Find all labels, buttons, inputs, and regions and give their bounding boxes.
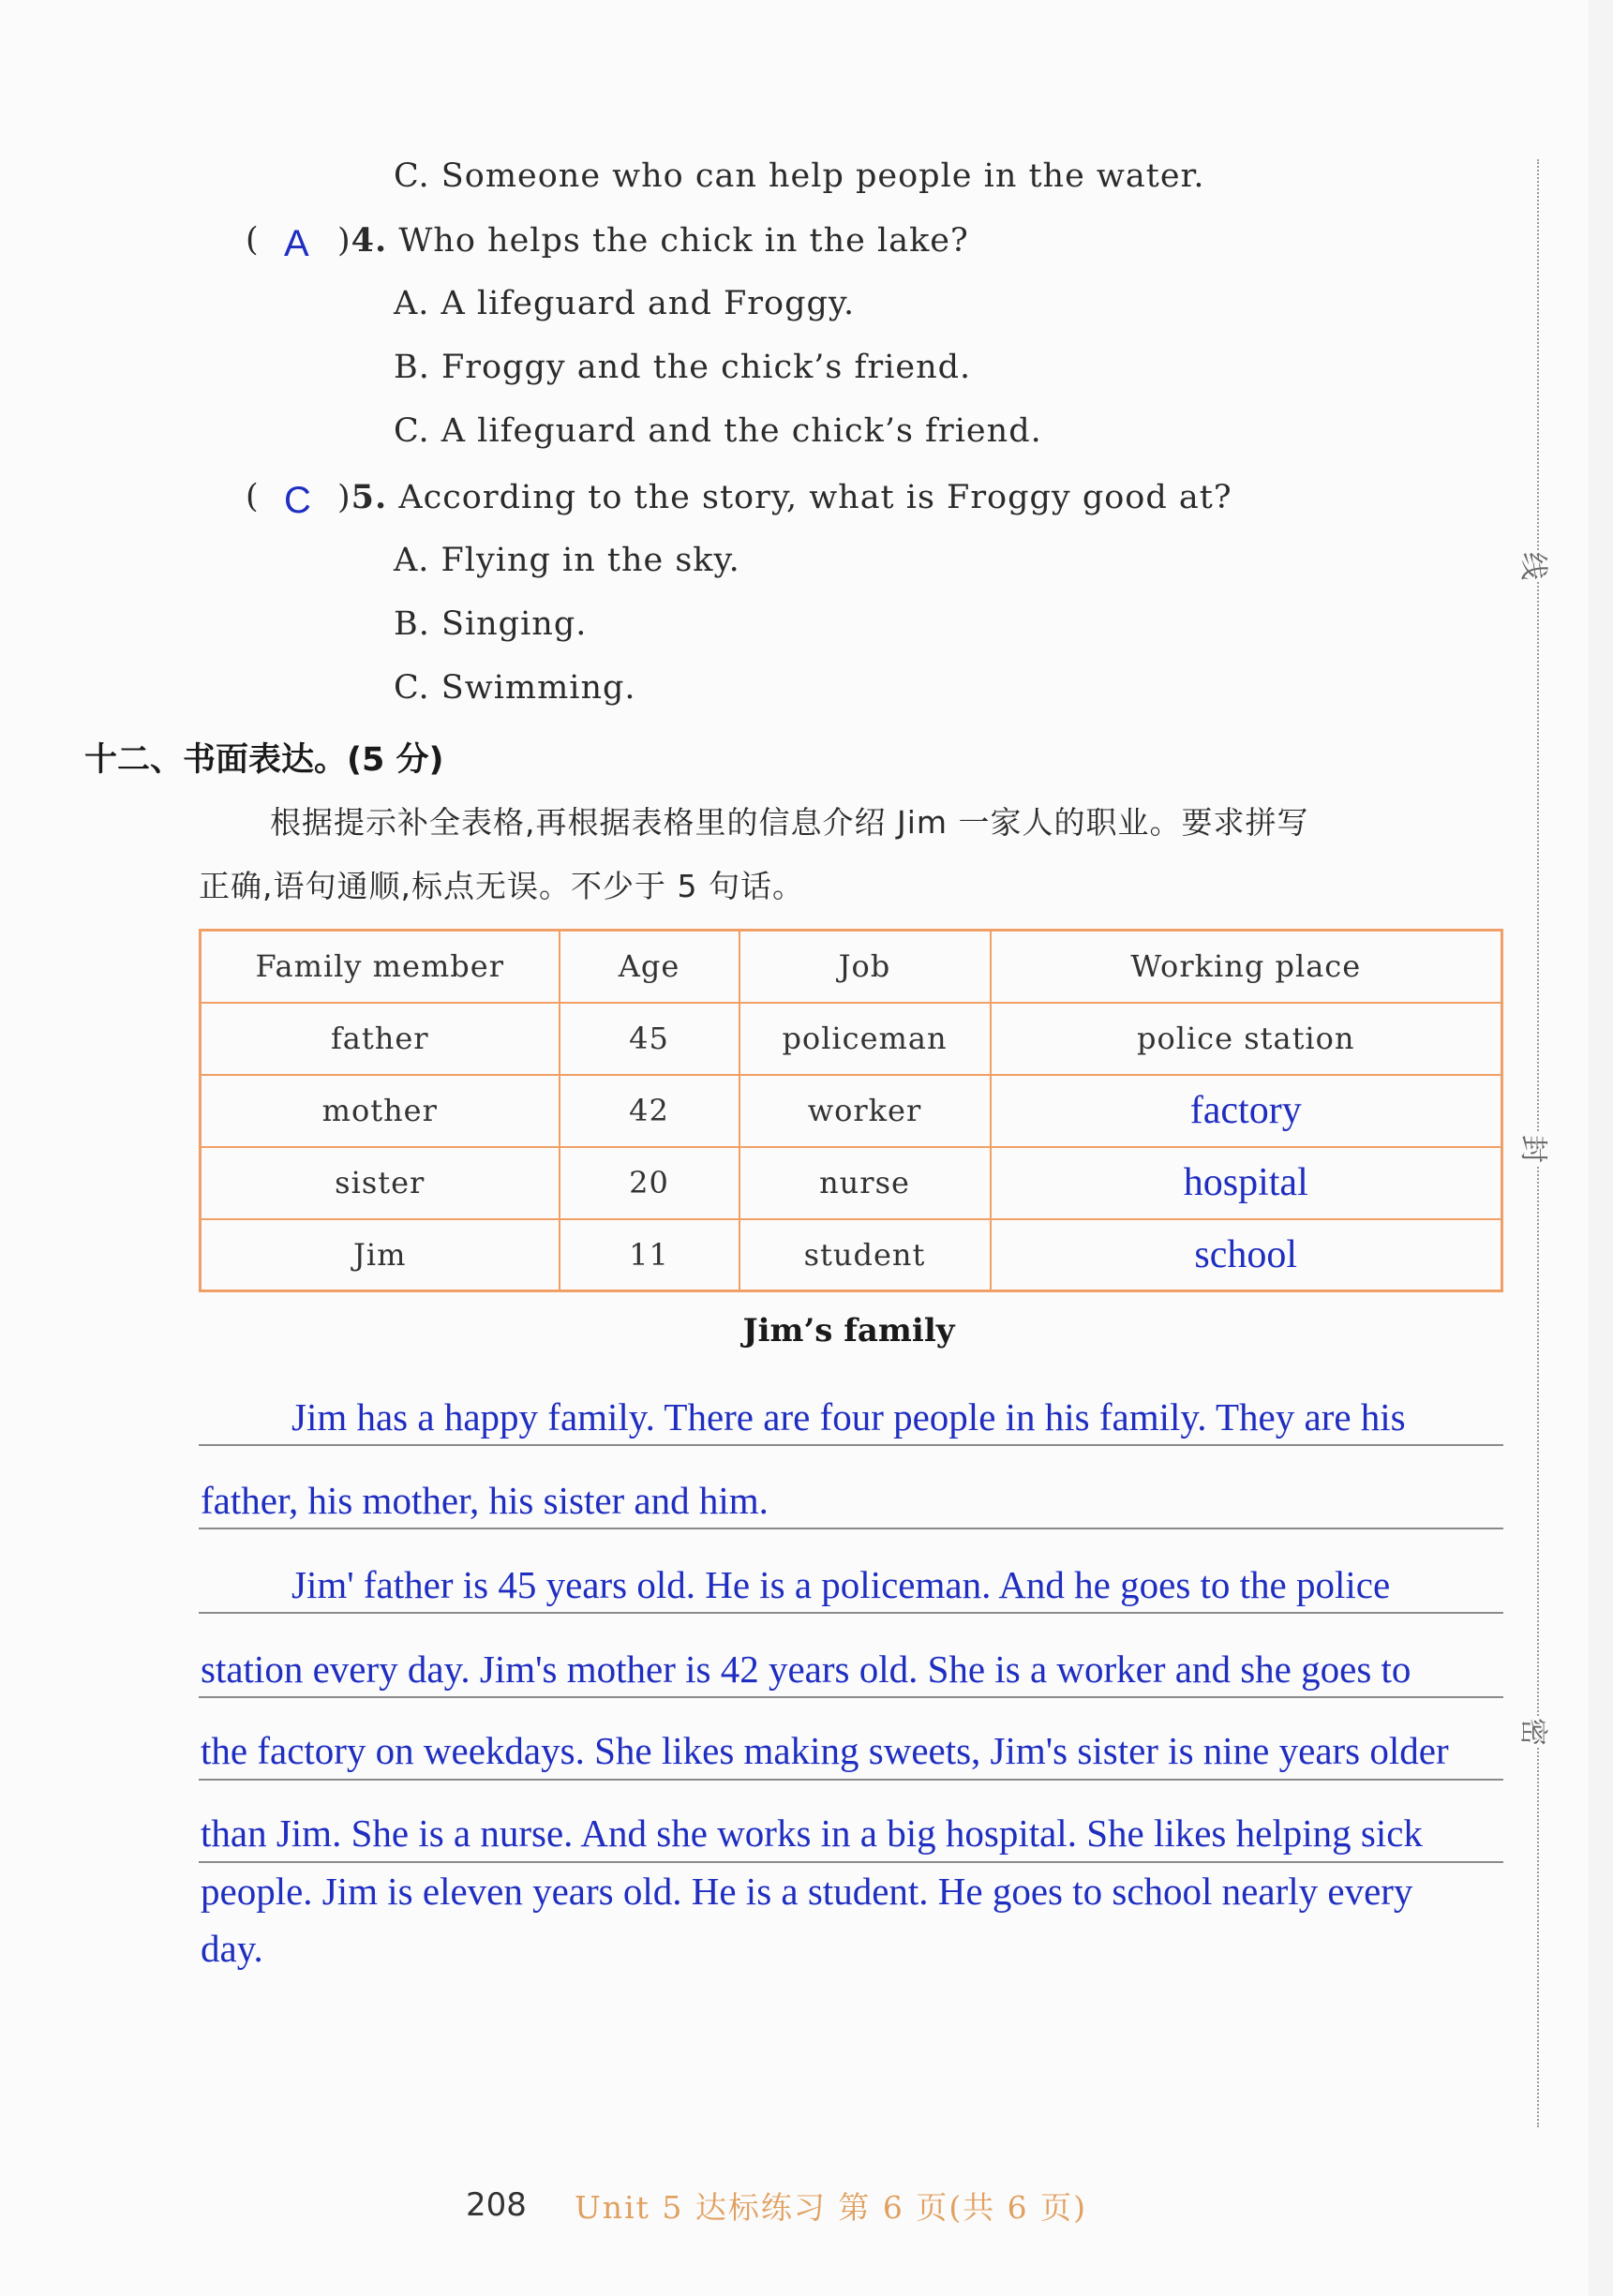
- essay-line[interactable]: than Jim. She is a nurse. And she works in a big hospital. She likes helping sick: [201, 1811, 1423, 1855]
- q5-option-a: A. Flying in the sky.: [394, 542, 740, 579]
- cell-age: 20: [560, 1147, 739, 1219]
- q5-option-b: B. Singing.: [394, 605, 588, 643]
- seal-char-mi: 密: [1512, 1716, 1561, 1748]
- q4-option-a: A. A lifeguard and Froggy.: [394, 285, 856, 322]
- cell-member: father: [201, 1003, 560, 1075]
- q4-paren-close: ): [337, 222, 351, 260]
- q4-number: 4.: [351, 221, 388, 260]
- writing-line: [199, 1528, 1503, 1529]
- page-edge: [1589, 0, 1613, 2296]
- cell-age: 45: [560, 1003, 739, 1075]
- header-family-member: Family member: [201, 931, 560, 1003]
- cell-place-answer[interactable]: factory: [991, 1075, 1502, 1147]
- essay-line[interactable]: Jim' father is 45 years old. He is a policeman. And he goes to the police: [291, 1563, 1391, 1606]
- footer-label: Unit 5 达标练习 第 6 页(共 6 页): [575, 2189, 1088, 2226]
- q4-answer[interactable]: A: [284, 223, 309, 264]
- cell-job: worker: [739, 1075, 991, 1147]
- writing-line: [199, 1861, 1503, 1863]
- header-job: Job: [739, 931, 991, 1003]
- seal-char-xian: 线: [1512, 550, 1561, 582]
- cell-job: nurse: [739, 1147, 991, 1219]
- family-table: [199, 929, 1503, 1292]
- q4-option-c: C. A lifeguard and the chick’s friend.: [394, 412, 1042, 450]
- header-age: Age: [560, 931, 739, 1003]
- q5-option-c: C. Swimming.: [394, 669, 636, 707]
- cell-place: police station: [991, 1003, 1502, 1075]
- q5-answer[interactable]: C: [284, 480, 311, 521]
- instruction-line-1: 根据提示补全表格,再根据表格里的信息介绍 Jim 一家人的职业。要求拼写: [270, 804, 1309, 841]
- essay-line[interactable]: Jim has a happy family. There are four people in his family. They are his: [291, 1395, 1406, 1439]
- cell-place-answer[interactable]: school: [991, 1219, 1502, 1291]
- essay-line[interactable]: the factory on weekdays. She likes making sweets, Jim's sister is nine years older: [201, 1729, 1449, 1772]
- cell-member: sister: [201, 1147, 560, 1219]
- writing-line: [199, 1779, 1503, 1781]
- table-row: [201, 1147, 1502, 1219]
- table-header-row: [201, 931, 1502, 1003]
- q5-question: [337, 478, 1232, 516]
- seal-char-feng: 封: [1512, 1133, 1561, 1165]
- cell-age: 42: [560, 1075, 739, 1147]
- table-row: [201, 1075, 1502, 1147]
- table-row: [201, 1219, 1502, 1291]
- essay-line[interactable]: day.: [201, 1927, 263, 1970]
- essay-title: Jim’s family: [742, 1312, 955, 1349]
- writing-line: [199, 1444, 1503, 1446]
- essay-line[interactable]: station every day. Jim's mother is 42 years old. She is a worker and she goes to: [201, 1647, 1411, 1691]
- cell-job: student: [739, 1219, 991, 1291]
- q3-option-c: C. Someone who can help people in the water.: [394, 157, 1205, 195]
- q4-text: Who helps the chick in the lake?: [387, 222, 969, 260]
- q5-number: 5.: [351, 478, 388, 516]
- writing-line: [199, 1612, 1503, 1614]
- q4-option-b: B. Froggy and the chick’s friend.: [394, 349, 972, 386]
- essay-line[interactable]: people. Jim is eleven years old. He is a student. He goes to school nearly every: [201, 1870, 1413, 1913]
- q4-question: [337, 221, 969, 260]
- section-title: 十二、书面表达。(5 分): [84, 741, 444, 779]
- writing-line: [199, 1696, 1503, 1698]
- cell-age: 11: [560, 1219, 739, 1291]
- q5-text: According to the story, what is Froggy good at?: [387, 479, 1232, 516]
- header-working-place: Working place: [991, 931, 1502, 1003]
- page-number: 208: [466, 2186, 527, 2224]
- instruction-line-2: 正确,语句通顺,标点无误。不少于 5 句话。: [199, 868, 804, 904]
- q5-paren-open: (: [246, 478, 259, 515]
- essay-line[interactable]: father, his mother, his sister and him.: [201, 1479, 769, 1522]
- cell-place-answer[interactable]: hospital: [991, 1147, 1502, 1219]
- q4-paren-open: (: [246, 221, 259, 259]
- q5-paren-close: ): [337, 479, 351, 516]
- cell-job: policeman: [739, 1003, 991, 1075]
- cell-member: Jim: [201, 1219, 560, 1291]
- table-row: [201, 1003, 1502, 1075]
- cell-member: mother: [201, 1075, 560, 1147]
